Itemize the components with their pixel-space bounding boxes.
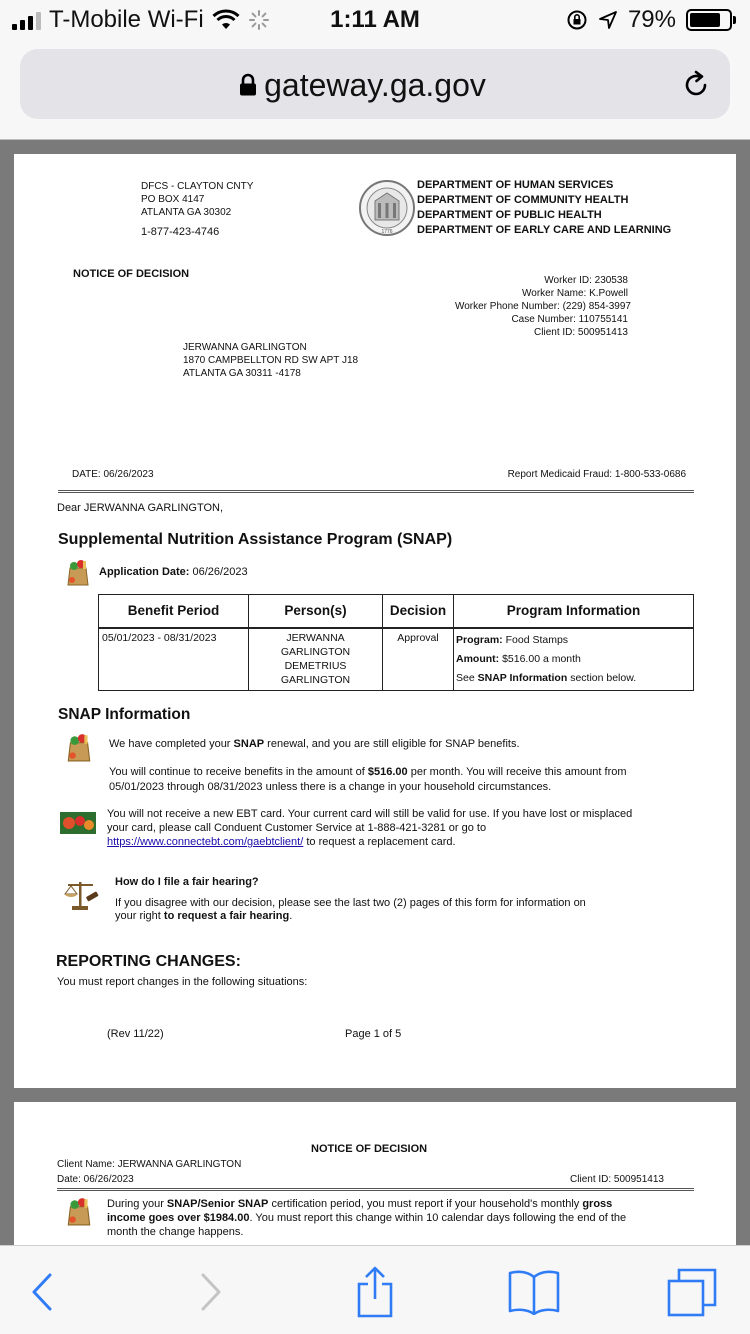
page2-divider bbox=[57, 1188, 694, 1191]
cell-program-info: Program: Food Stamps Amount: $516.00 a month See SNAP Information section below. bbox=[454, 628, 694, 691]
application-date: Application Date: 06/26/2023 bbox=[99, 566, 248, 578]
greeting: Dear JERWANNA GARLINGTON, bbox=[57, 502, 224, 514]
dept-community-health: DEPARTMENT OF COMMUNITY HEALTH bbox=[417, 194, 629, 206]
col-persons: Person(s) bbox=[249, 595, 383, 628]
clock: 1:11 AM bbox=[330, 6, 420, 33]
chevron-left-icon bbox=[31, 1273, 53, 1311]
safari-toolbar bbox=[0, 1245, 750, 1334]
forward-button[interactable] bbox=[181, 1268, 241, 1316]
battery-percent: 79% bbox=[627, 6, 676, 33]
revision-label: (Rev 11/22) bbox=[107, 1028, 164, 1040]
renewal-text: We have completed your SNAP renewal, and you are still eligible for SNAP benefits. bbox=[109, 738, 520, 750]
rotation-lock-icon bbox=[566, 9, 588, 31]
grocery-bag-icon bbox=[64, 732, 94, 762]
location-arrow-icon bbox=[598, 10, 618, 30]
benefit-table bbox=[98, 594, 694, 691]
scales-gavel-icon bbox=[62, 876, 100, 914]
recipient-city: ATLANTA GA 30311 -4178 bbox=[183, 368, 301, 379]
share-icon bbox=[355, 1266, 395, 1318]
ebt-client-link[interactable]: https://www.connectebt.com/gaebtclient/ bbox=[107, 836, 304, 848]
cell-persons: JERWANNA GARLINGTON DEMETRIUS GARLINGTON bbox=[249, 628, 383, 691]
cell-decision: Approval bbox=[383, 628, 454, 691]
dept-human-services: DEPARTMENT OF HUMAN SERVICES bbox=[417, 179, 614, 191]
georgia-seal-icon bbox=[358, 179, 416, 237]
ebt-text-line2: your card, please call Conduent Customer Service at 1-888-421-3281 or go to bbox=[107, 822, 487, 834]
worker-phone: Worker Phone Number: (229) 854-3997 bbox=[454, 301, 631, 312]
back-button[interactable] bbox=[12, 1268, 72, 1316]
notice-title: NOTICE OF DECISION bbox=[73, 268, 190, 280]
page2-title: NOTICE OF DECISION bbox=[311, 1143, 428, 1155]
bookmarks-button[interactable] bbox=[504, 1268, 564, 1316]
status-bar bbox=[0, 0, 750, 40]
client-id: Client ID: 500951413 bbox=[534, 327, 628, 338]
office-city: ATLANTA GA 30302 bbox=[141, 207, 232, 218]
page2-line3: month the change happens. bbox=[107, 1226, 244, 1238]
ebt-text-line3: https://www.connectebt.com/gaebtclient/ to request a replacement card. bbox=[107, 836, 456, 848]
browser-chrome bbox=[0, 0, 750, 140]
notice-date: DATE: 06/26/2023 bbox=[72, 469, 154, 480]
dept-early-care: DEPARTMENT OF EARLY CARE AND LEARNING bbox=[417, 224, 672, 236]
document-page-1 bbox=[14, 154, 736, 1088]
page2-line1: During your SNAP/Senior SNAP certification period, you must report if your household's monthly gross bbox=[107, 1198, 613, 1210]
grocery-bag-icon bbox=[64, 558, 92, 586]
reporting-text: You must report changes in the following situations: bbox=[57, 976, 308, 988]
col-benefit-period: Benefit Period bbox=[99, 595, 249, 628]
tabs-icon bbox=[665, 1267, 719, 1317]
page2-client-id: Client ID: 500951413 bbox=[570, 1174, 664, 1185]
hearing-heading: How do I file a fair hearing? bbox=[115, 876, 259, 888]
document-page-2 bbox=[14, 1102, 736, 1252]
share-button[interactable] bbox=[345, 1268, 405, 1316]
dept-public-health: DEPARTMENT OF PUBLIC HEALTH bbox=[417, 209, 602, 221]
grocery-bag-icon bbox=[64, 1196, 94, 1226]
book-icon bbox=[507, 1269, 561, 1315]
office-phone: 1-877-423-4746 bbox=[141, 226, 220, 238]
address-bar[interactable] bbox=[20, 49, 730, 119]
carrier-label: T-Mobile Wi-Fi bbox=[49, 6, 204, 33]
table-row bbox=[99, 628, 694, 691]
continue-text-line2: 05/01/2023 through 08/31/2023 unless there is a change in your household circumstances. bbox=[109, 781, 552, 793]
ebt-text-line1: You will not receive a new EBT card. Your current card will still be valid for use. If you have lost or misplaced bbox=[107, 808, 633, 820]
col-program-info: Program Information bbox=[454, 595, 694, 628]
snap-info-heading: SNAP Information bbox=[58, 706, 191, 723]
hearing-text-line2: your right to request a fair hearing. bbox=[115, 910, 293, 922]
col-decision: Decision bbox=[383, 595, 454, 628]
recipient-name: JERWANNA GARLINGTON bbox=[183, 342, 307, 353]
header-divider bbox=[58, 490, 694, 493]
chevron-right-icon bbox=[200, 1273, 222, 1311]
office-name: DFCS - CLAYTON CNTY bbox=[141, 181, 254, 192]
office-po-box: PO BOX 4147 bbox=[141, 194, 205, 205]
table-header-row bbox=[99, 595, 694, 628]
recipient-street: 1870 CAMPBELLTON RD SW APT J18 bbox=[183, 355, 359, 366]
page2-client-name: Client Name: JERWANNA GARLINGTON bbox=[57, 1159, 242, 1170]
program-heading: Supplemental Nutrition Assistance Program (SNAP) bbox=[58, 531, 453, 548]
fraud-hotline: Report Medicaid Fraud: 1-800-533-0686 bbox=[507, 469, 686, 480]
ebt-card-icon bbox=[60, 812, 96, 834]
case-number: Case Number: 110755141 bbox=[511, 314, 628, 325]
page2-line2: income goes over $1984.00. You must report this change within 10 calendar days following the end of the bbox=[107, 1212, 627, 1224]
reload-icon[interactable] bbox=[680, 69, 712, 101]
seal-year: 1776 bbox=[381, 229, 393, 235]
reporting-heading: REPORTING CHANGES: bbox=[56, 953, 241, 970]
page-number: Page 1 of 5 bbox=[345, 1028, 402, 1040]
page2-date: Date: 06/26/2023 bbox=[57, 1174, 134, 1185]
worker-id: Worker ID: 230538 bbox=[544, 275, 628, 286]
hearing-text-line1: If you disagree with our decision, please see the last two (2) pages of this form for information on bbox=[115, 897, 586, 909]
url-text: gateway.ga.gov bbox=[264, 67, 486, 103]
worker-name: Worker Name: K.Powell bbox=[522, 288, 628, 299]
cell-benefit-period: 05/01/2023 - 08/31/2023 bbox=[99, 628, 249, 691]
battery-icon bbox=[686, 9, 732, 31]
tabs-button[interactable] bbox=[662, 1268, 722, 1316]
continue-text-line1: You will continue to receive benefits in the amount of $516.00 per month. You will receive this amount from bbox=[109, 766, 627, 778]
